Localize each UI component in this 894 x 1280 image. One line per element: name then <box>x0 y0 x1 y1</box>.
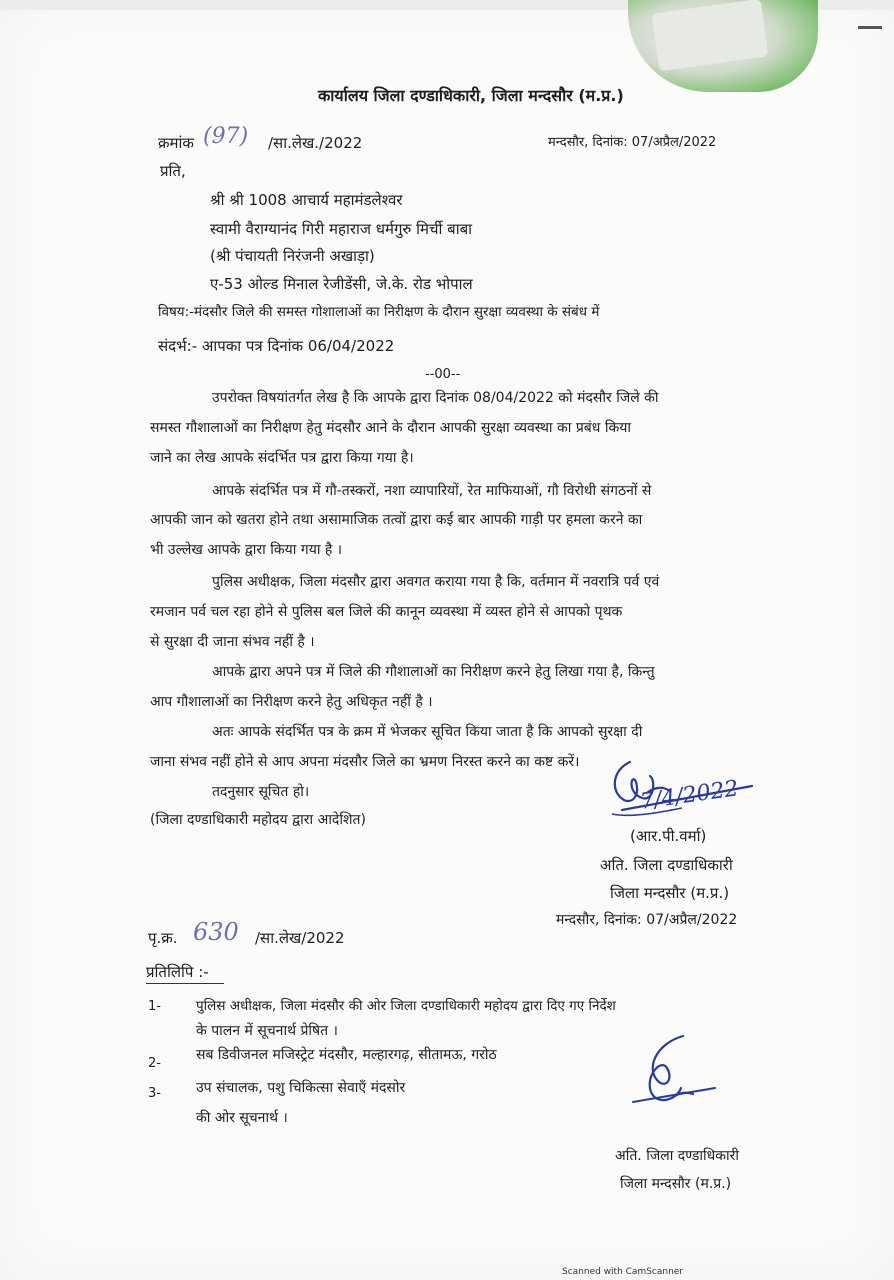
edge-mark <box>858 26 882 29</box>
body-line: जाने का लेख आपके संदर्भित पत्र द्वारा किया गया है। <box>150 450 414 466</box>
copy-item-number: 2- <box>148 1056 161 1071</box>
endorsement-ref-prefix: पृ.क्र. <box>148 929 178 947</box>
reference-line: संदर्भ:- आपका पत्र दिनांक 06/04/2022 <box>158 337 395 355</box>
separator: --00-- <box>425 367 461 382</box>
signatory-designation: अति. जिला दण्डाधिकारी <box>600 856 733 874</box>
copy-item-line: उप संचालक, पशु चिकित्सा सेवाएँ मंदसोर <box>196 1080 406 1096</box>
signatory2-district: जिला मन्दसौर (म.प्र.) <box>620 1176 732 1192</box>
body-line: आपके संदर्भित पत्र में गौ-तस्करों, नशा व्यापारियों, रेत माफियाओं, गौ विरोधी संगठनों से <box>212 483 652 499</box>
signatory2-designation: अति. जिला दण्डाधिकारी <box>615 1148 739 1164</box>
scanner-watermark: Scanned with CamScanner <box>562 1267 684 1277</box>
body-line: आपके द्वारा अपने पत्र में जिले की गौशालाओं का निरीक्षण करने हेतु लिखा गया है, किन्तु <box>212 664 655 680</box>
body-line: तदनुसार सूचित हो। <box>212 784 310 800</box>
body-line: अतः आपके संदर्भित पत्र के क्रम में भेजकर सूचित किया जाता है कि आपको सुरक्षा दी <box>212 724 643 740</box>
letter-date: मन्दसौर, दिनांक: 07/अप्रैल/2022 <box>548 135 717 150</box>
copy-item-line: पुलिस अधीक्षक, जिला मंदसौर की ओर जिला दण्डाधिकारी महोदय द्वारा दिए गए निर्देश <box>196 998 616 1014</box>
office-header: कार्यालय जिला दण्डाधिकारी, जिला मन्दसौर (म.प्र.) <box>318 86 624 105</box>
body-line: उपरोक्त विषयांतर्गत लेख है कि आपके द्वारा दिनांक 08/04/2022 को मंदसौर जिले की <box>212 390 659 406</box>
signatory-district: जिला मन्दसौर (म.प्र.) <box>610 884 730 902</box>
copy-item-number: 3- <box>148 1086 161 1101</box>
signature-date-scrawl: 7/4/2022 <box>638 776 741 815</box>
body-line: पुलिस अधीक्षक, जिला मंदसौर द्वारा अवगत कराया गया है कि, वर्तमान में नवरात्रि पर्व एवं <box>212 574 660 590</box>
body-line: आप गौशालाओं का निरीक्षण करने हेतु अधिकृत नहीं है । <box>150 694 433 710</box>
signatory-name: (आर.पी.वर्मा) <box>630 827 707 845</box>
ref-suffix: /सा.लेख./2022 <box>268 134 363 152</box>
addressee-line: ए-53 ओल्ड मिनाल रेजीडेंसी, जे.के. रोड भोपाल <box>210 275 473 293</box>
body-line: भी उल्लेख आपके द्वारा किया गया है । <box>150 542 343 558</box>
body-line: रमजान पर्व चल रहा होने से पुलिस बल जिले की कानून व्यवस्था में व्यस्त होने से आपको पृथक <box>150 604 623 620</box>
copy-item-line: के पालन में सूचनार्थ प्रेषित । <box>196 1023 338 1039</box>
to-label: प्रति, <box>160 162 186 180</box>
endorsement-ref-suffix: /सा.लेख/2022 <box>255 929 345 947</box>
subject-line: विषय:-मंदसौर जिले की समस्त गोशालाओं का निरीक्षण के दौरान सुरक्षा व्यवस्था के संबंध में <box>158 304 600 320</box>
addressee-line: स्वामी वैराग्यानंद गिरी महाराज धर्मगुरु मिर्ची बाबा <box>210 220 473 238</box>
addressee-line: श्री श्री 1008 आचार्य महामंडलेश्वर <box>210 191 403 209</box>
body-line: आपकी जान को खतरा होने तथा असामाजिक तत्वों द्वारा कई बार आपकी गाड़ी पर हमला करने का <box>150 512 643 528</box>
copy-item-number: 1- <box>148 999 161 1014</box>
body-line: जाना संभव नहीं होने से आप अपना मंदसौर जिले का भ्रमण निरस्त करने का कष्ट करें। <box>150 754 580 770</box>
ref-number: (97) <box>203 124 249 149</box>
signatory-date: मन्दसौर, दिनांक: 07/अप्रैल/2022 <box>556 912 738 928</box>
addressee-line: (श्री पंचायती निरंजनी अखाड़ा) <box>210 247 375 265</box>
body-line: समस्त गौशालाओं का निरीक्षण हेतु मंदसौर आने के दौरान आपकी सुरक्षा व्यवस्था का प्रबंध किया <box>150 420 631 436</box>
ref-prefix: क्रमांक <box>158 134 194 152</box>
body-line: (जिला दण्डाधिकारी महोदय द्वारा आदेशित) <box>150 812 366 828</box>
copy-item-line: की ओर सूचनार्थ । <box>196 1110 288 1126</box>
signature-icon <box>615 1030 725 1130</box>
endorsement-ref-number: 630 <box>193 918 239 946</box>
copy-item-line: सब डिवीजनल मजिस्ट्रेट मंदसौर, मल्हारगढ़, सीतामऊ, गरोठ <box>196 1047 497 1063</box>
copy-heading: प्रतिलिपि :- <box>146 963 209 981</box>
body-line: से सुरक्षा दी जाना संभव नहीं है । <box>150 634 315 650</box>
copy-heading-underline <box>146 983 224 984</box>
